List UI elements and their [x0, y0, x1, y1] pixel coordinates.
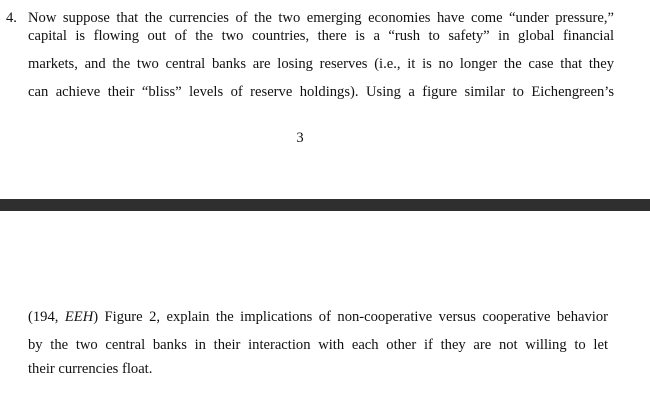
figure-citation-prefix: (194, — [28, 309, 65, 325]
continuation-line-1-text: ) Figure 2, explain the implications of non-cooperative versus cooperative behavior — [93, 309, 608, 325]
question-line-2: capital is flowing out of the two countries, there is a “rush to safety” in global financial — [28, 28, 614, 44]
continuation-line-3: their currencies float. — [28, 361, 153, 377]
continuation-line-1 — [28, 308, 608, 326]
page-bottom — [0, 211, 650, 400]
question-line-4: can achieve their “bliss” levels of reserve holdings). Using a figure similar to Eichengreen’s — [28, 84, 614, 100]
question-line-3: markets, and the two central banks are losing reserves (i.e., it is no longer the case that they — [28, 56, 614, 72]
continuation-line-2: by the two central banks in their interaction with each other if they are not willing to let — [28, 337, 608, 353]
figure-citation-source: EEH — [64, 309, 94, 325]
question-line-1: Now suppose that the currencies of the two emerging economies have come “under pressure,” — [28, 10, 614, 26]
page-separator — [0, 199, 650, 211]
page-number: 3 — [296, 130, 304, 146]
question-number: 4. — [6, 10, 17, 26]
page-top — [0, 0, 650, 199]
